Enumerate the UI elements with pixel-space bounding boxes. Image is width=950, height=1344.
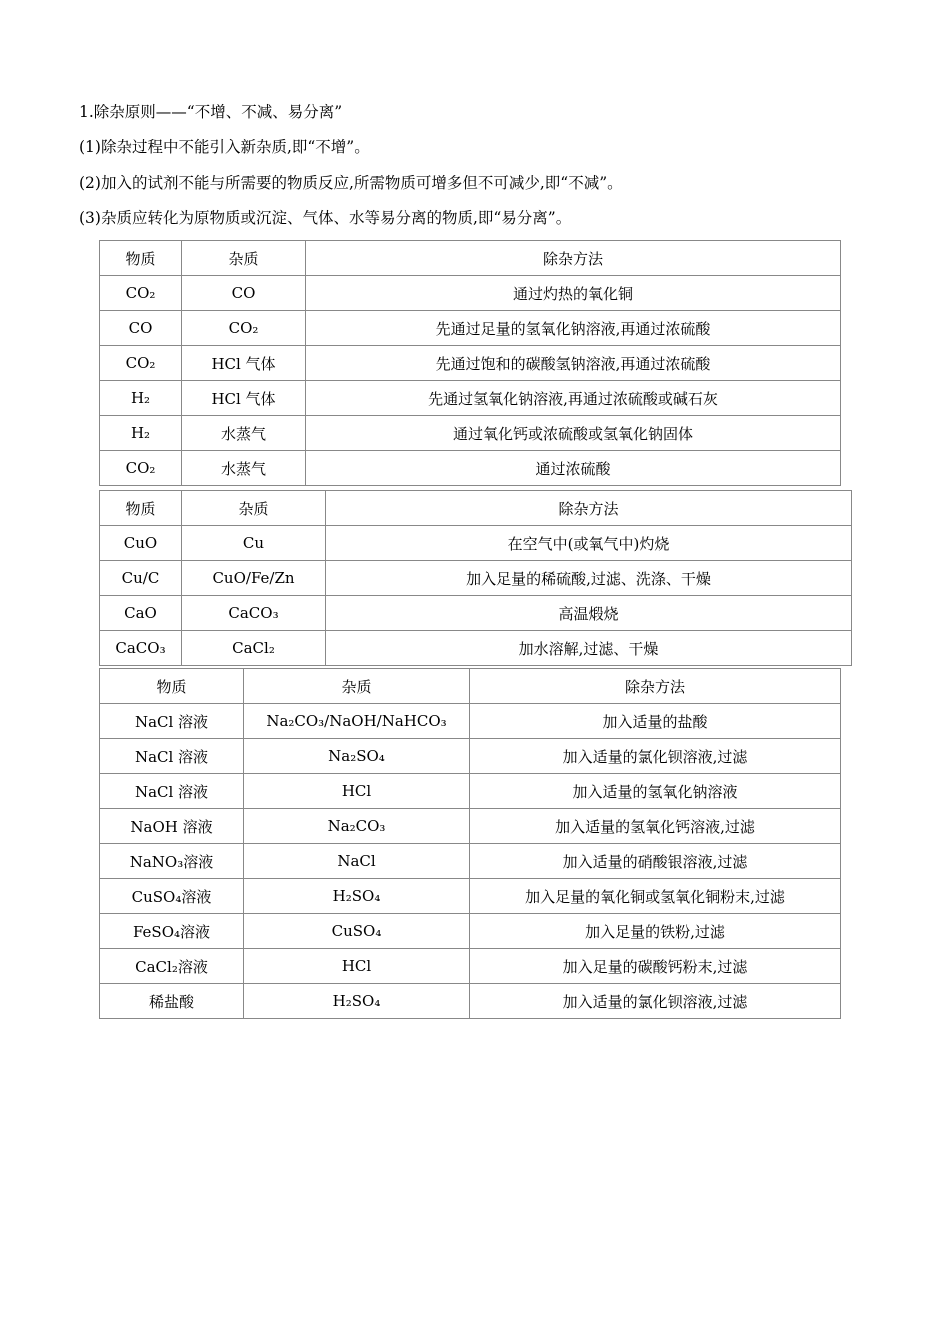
header-method: 除杂方法 [326,491,852,526]
impurity-cell: H₂SO₄ [244,984,470,1019]
solid-table-body [100,491,852,666]
impurity-cell: CO [182,276,306,311]
rule-1: (1)除杂过程中不能引入新杂质,即“不增”。 [79,138,370,156]
header-method: 除杂方法 [470,669,841,704]
method-cell: 加入足量的铁粉,过滤 [470,914,841,949]
substance-cell: CO [100,311,182,346]
impurity-cell: CaCl₂ [182,631,326,666]
solution-row [100,844,841,879]
solution-row [100,809,841,844]
solution-row [100,984,841,1019]
solid-row [100,561,852,596]
impurity-cell: CuO/Fe/Zn [182,561,326,596]
method-cell: 加入足量的氧化铜或氢氧化铜粉末,过滤 [470,879,841,914]
method-cell: 通过灼热的氧化铜 [306,276,841,311]
impurity-cell: CaCO₃ [182,596,326,631]
gas-table-body [100,241,841,486]
gas-row [100,311,841,346]
substance-cell: NaCl 溶液 [100,774,244,809]
method-cell: 通过氧化钙或浓硫酸或氢氧化钠固体 [306,416,841,451]
impurity-cell: H₂SO₄ [244,879,470,914]
impurity-cell: HCl [244,774,470,809]
substance-cell: FeSO₄溶液 [100,914,244,949]
impurity-cell: HCl 气体 [182,381,306,416]
impurity-cell: Na₂CO₃/NaOH/NaHCO₃ [244,704,470,739]
solution-table-body [100,669,841,1019]
substance-cell: CO₂ [100,451,182,486]
method-cell: 加水溶解,过滤、干燥 [326,631,852,666]
solution-impurity-table [99,668,841,1019]
substance-cell: 稀盐酸 [100,984,244,1019]
table-header-row [100,241,841,276]
method-cell: 加入适量的氢氧化钙溶液,过滤 [470,809,841,844]
substance-cell: CuO [100,526,182,561]
method-cell: 通过浓硫酸 [306,451,841,486]
substance-cell: H₂ [100,381,182,416]
method-cell: 先通过饱和的碳酸氢钠溶液,再通过浓硫酸 [306,346,841,381]
solution-row [100,774,841,809]
solution-row [100,949,841,984]
header-substance: 物质 [100,491,182,526]
header-impurity: 杂质 [244,669,470,704]
substance-cell: CaCl₂溶液 [100,949,244,984]
gas-row [100,381,841,416]
method-cell: 先通过足量的氢氧化钠溶液,再通过浓硫酸 [306,311,841,346]
solid-row [100,596,852,631]
method-cell: 加入适量的硝酸银溶液,过滤 [470,844,841,879]
impurity-cell: Cu [182,526,326,561]
substance-cell: Cu/C [100,561,182,596]
impurity-cell: HCl 气体 [182,346,306,381]
rule-2: (2)加入的试剂不能与所需要的物质反应,所需物质可增多但不可减少,即“不减”。 [79,174,623,192]
substance-cell: NaNO₃溶液 [100,844,244,879]
solution-row [100,914,841,949]
method-cell: 加入适量的氯化钡溶液,过滤 [470,739,841,774]
table-header-row [100,669,841,704]
impurity-cell: NaCl [244,844,470,879]
gas-row [100,276,841,311]
method-cell: 加入适量的氯化钡溶液,过滤 [470,984,841,1019]
impurity-cell: 水蒸气 [182,451,306,486]
substance-cell: CaO [100,596,182,631]
solid-row [100,526,852,561]
header-substance: 物质 [100,241,182,276]
impurity-cell: 水蒸气 [182,416,306,451]
substance-cell: NaCl 溶液 [100,704,244,739]
impurity-cell: Na₂SO₄ [244,739,470,774]
impurity-cell: CO₂ [182,311,306,346]
header-substance: 物质 [100,669,244,704]
method-cell: 加入适量的盐酸 [470,704,841,739]
method-cell: 加入足量的稀硫酸,过滤、洗涤、干燥 [326,561,852,596]
substance-cell: CO₂ [100,276,182,311]
header-impurity: 杂质 [182,241,306,276]
section-title: 1.除杂原则——“不增、不减、易分离” [79,103,343,121]
table-header-row [100,491,852,526]
solution-row [100,739,841,774]
method-cell: 在空气中(或氧气中)灼烧 [326,526,852,561]
substance-cell: H₂ [100,416,182,451]
impurity-cell: CuSO₄ [244,914,470,949]
gas-row [100,416,841,451]
rule-3: (3)杂质应转化为原物质或沉淀、气体、水等易分离的物质,即“易分离”。 [79,209,572,227]
substance-cell: CaCO₃ [100,631,182,666]
impurity-cell: HCl [244,949,470,984]
substance-cell: CO₂ [100,346,182,381]
solution-row [100,879,841,914]
method-cell: 高温煅烧 [326,596,852,631]
method-cell: 先通过氢氧化钠溶液,再通过浓硫酸或碱石灰 [306,381,841,416]
substance-cell: NaCl 溶液 [100,739,244,774]
method-cell: 加入适量的氢氧化钠溶液 [470,774,841,809]
gas-row [100,451,841,486]
header-method: 除杂方法 [306,241,841,276]
solution-row [100,704,841,739]
gas-row [100,346,841,381]
gas-impurity-table [99,240,841,486]
method-cell: 加入足量的碳酸钙粉末,过滤 [470,949,841,984]
substance-cell: NaOH 溶液 [100,809,244,844]
impurity-cell: Na₂CO₃ [244,809,470,844]
solid-row [100,631,852,666]
substance-cell: CuSO₄溶液 [100,879,244,914]
solid-impurity-table [99,490,852,666]
header-impurity: 杂质 [182,491,326,526]
